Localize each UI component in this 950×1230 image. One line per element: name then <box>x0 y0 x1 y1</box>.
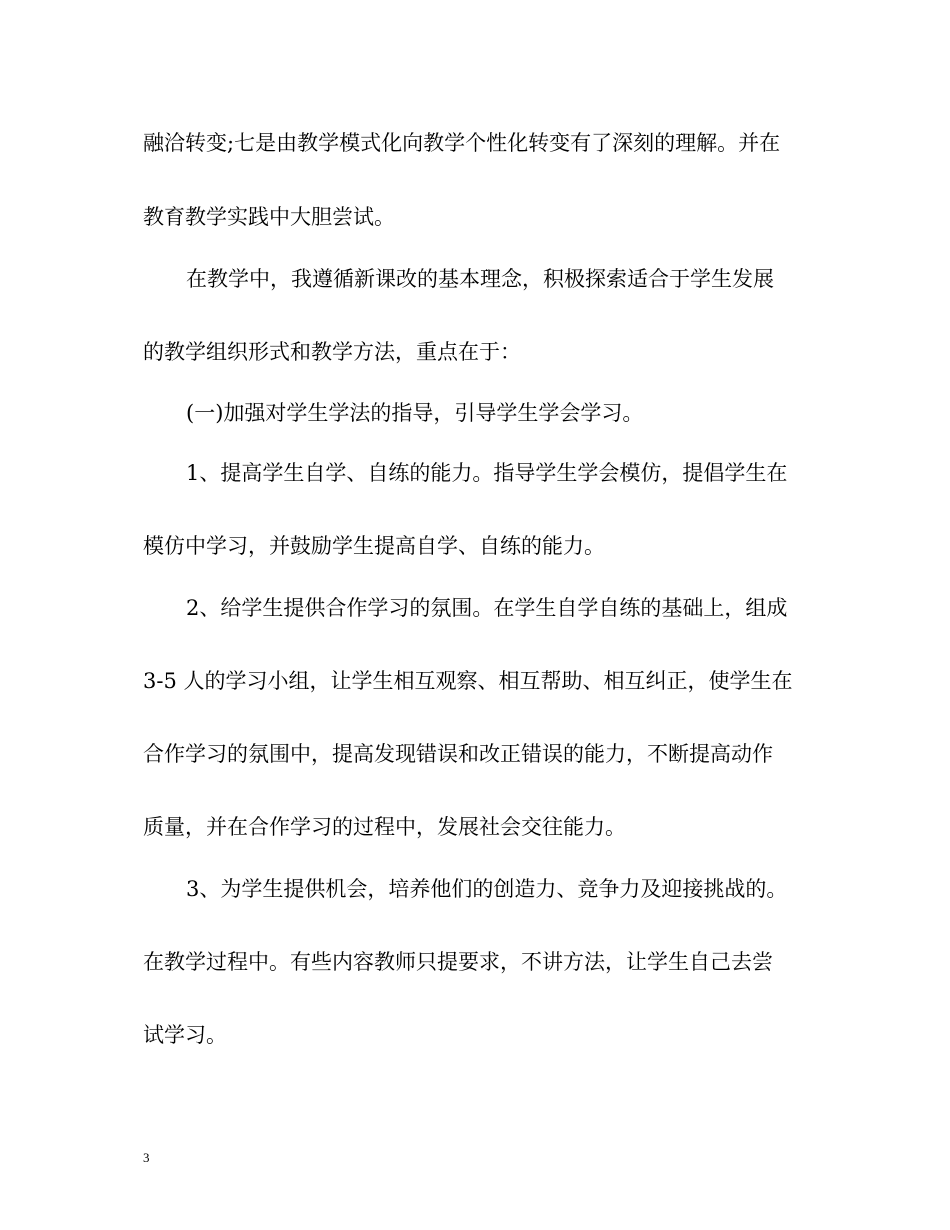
text-line-4: 的教学组织形式和教学方法，重点在于： <box>143 340 521 364</box>
text-line-9: 3-5 人的学习小组，让学生相互观察、相互帮助、相互纠正，使学生在 <box>143 669 793 693</box>
text-line-2: 教育教学实践中大胆尝试。 <box>143 205 395 229</box>
text-line-1: 融洽转变;七是由教学模式化向教学个性化转变有了深刻的理解。并在 <box>143 131 781 155</box>
text-line-7: 模仿中学习，并鼓励学生提高自学、自练的能力。 <box>143 534 605 558</box>
text-line-12: 3、为学生提供机会，培养他们的创造力、竞争力及迎接挑战的。 <box>186 877 788 901</box>
text-line-11: 质量，并在合作学习的过程中，发展社会交往能力。 <box>143 815 626 839</box>
page-number: 3 <box>143 1150 150 1165</box>
text-line-6: 1、提高学生自学、自练的能力。指导学生学会模仿，提倡学生在 <box>186 461 788 485</box>
text-line-14: 试学习。 <box>143 1023 227 1047</box>
text-line-13: 在教学过程中。有些内容教师只提要求，不讲方法，让学生自己去尝 <box>143 950 773 974</box>
text-line-3: 在教学中，我遵循新课改的基本理念，积极探索适合于学生发展 <box>186 267 774 291</box>
text-line-10: 合作学习的氛围中，提高发现错误和改正错误的能力，不断提高动作 <box>143 742 773 766</box>
text-line-8: 2、给学生提供合作学习的氛围。在学生自学自练的基础上，组成 <box>186 596 788 620</box>
text-line-5: (一)加强对学生学法的指导，引导学生学会学习。 <box>186 401 644 425</box>
